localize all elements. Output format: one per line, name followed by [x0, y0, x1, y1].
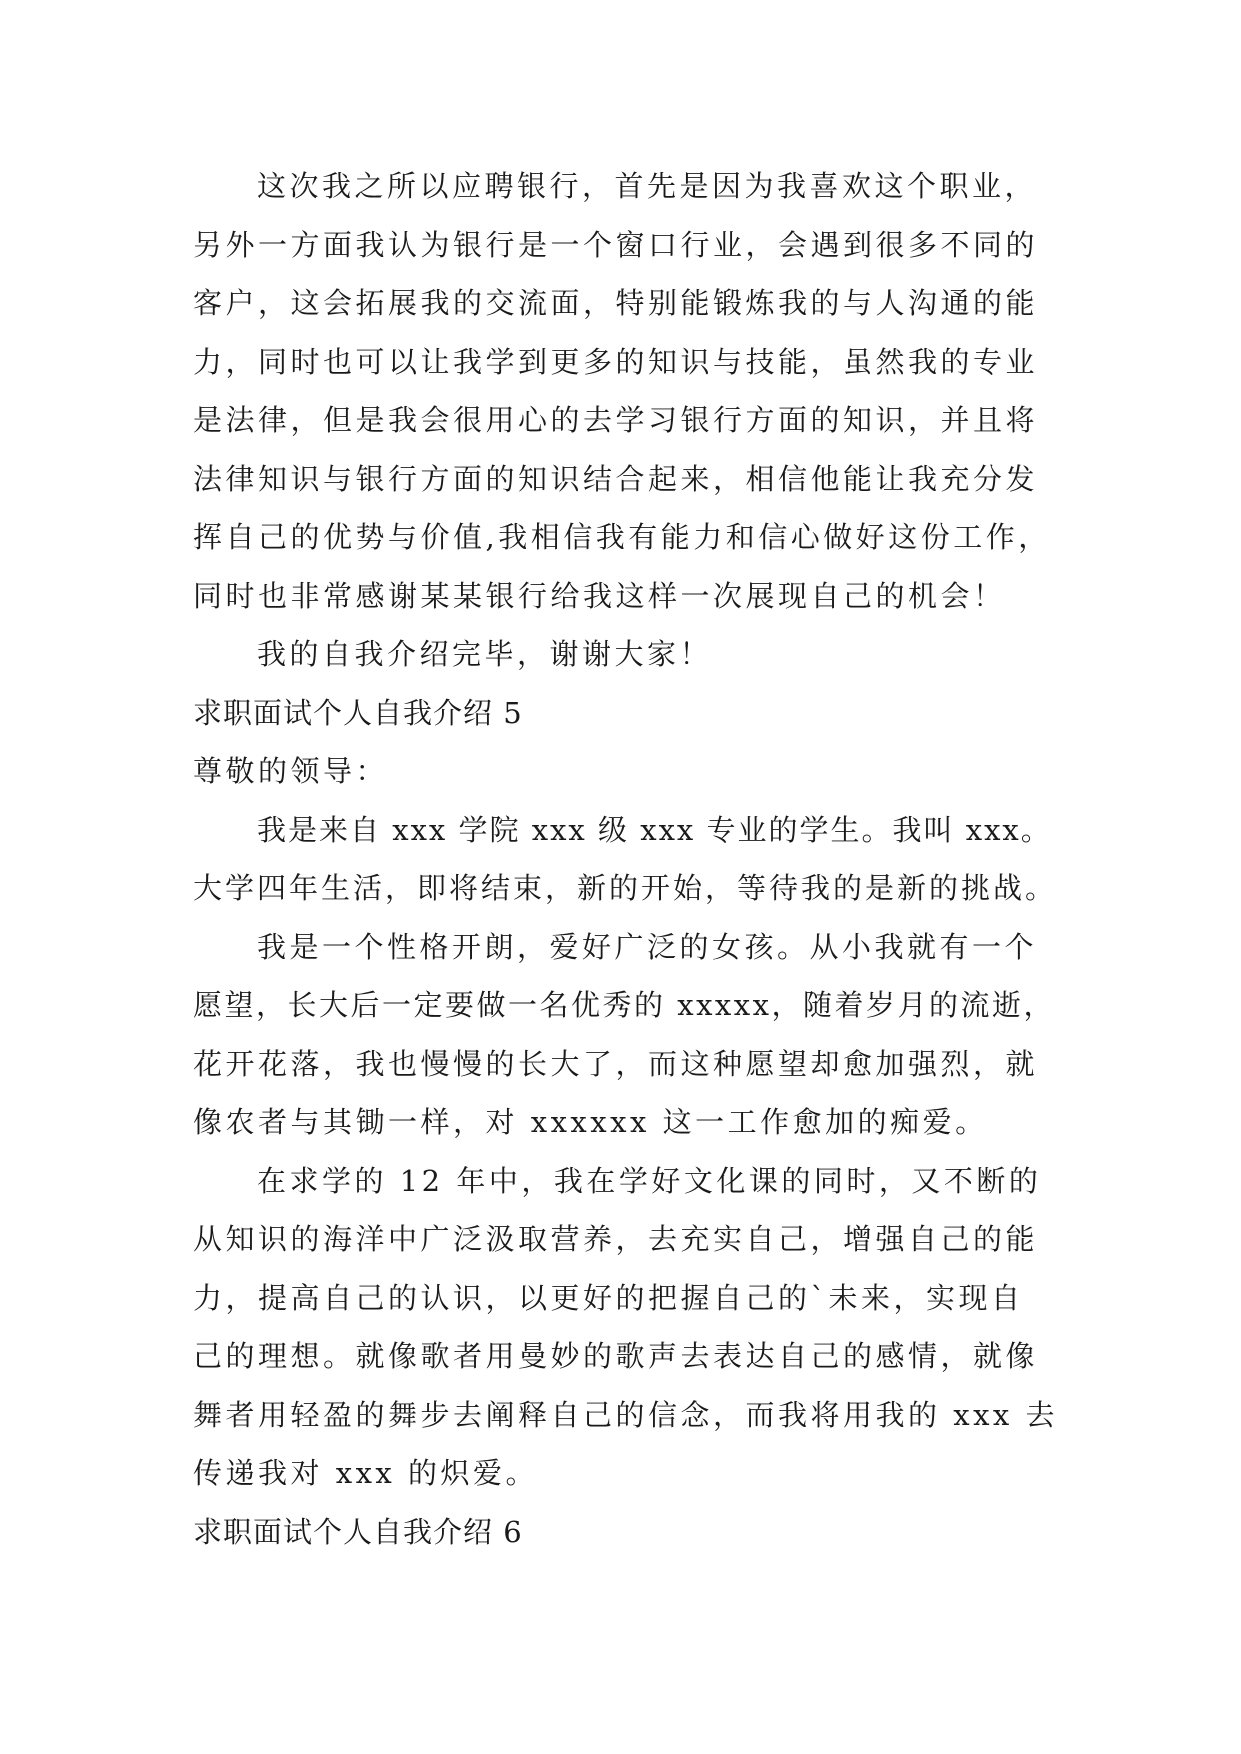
- paragraph-line: 愿望，长大后一定要做一名优秀的 xxxxx，随着岁月的流逝，: [193, 988, 1055, 1022]
- paragraph-line: 力，提高自己的认识，以更好的把握自己的`未来，实现自: [193, 1280, 1024, 1315]
- paragraph-line: 己的理想。就像歌者用曼妙的歌声去表达自己的感情，就像: [193, 1339, 1039, 1373]
- paragraph-line: 挥自己的优势与价值,我相信我有能力和信心做好这份工作，: [193, 520, 1051, 554]
- paragraph-line: 同时也非常感谢某某银行给我这样一次展现自己的机会！: [193, 578, 1006, 613]
- paragraph-line: 我是来自 xxx 学院 xxx 级 xxx 专业的学生。我叫 xxx。: [257, 812, 1052, 847]
- paragraph-line: 另外一方面我认为银行是一个窗口行业，会遇到很多不同的: [193, 227, 1039, 262]
- paragraph-line: 传递我对 xxx 的炽爱。: [193, 1456, 539, 1490]
- paragraph-line: 法律知识与银行方面的知识结合起来，相信他能让我充分发: [193, 461, 1039, 496]
- paragraph-line: 力，同时也可以让我学到更多的知识与技能，虽然我的专业: [193, 344, 1039, 379]
- paragraph-line: 客户，这会拓展我的交流面，特别能锻炼我的与人沟通的能: [193, 286, 1039, 320]
- paragraph-line: 舞者用轻盈的舞步去阐释自己的信念，而我将用我的 xxx 去: [193, 1397, 1059, 1432]
- section-heading: 求职面试个人自我介绍 5: [193, 695, 523, 730]
- paragraph-line: 我是一个性格开朗，爱好广泛的女孩。从小我就有一个: [257, 929, 1038, 964]
- paragraph-line: 这次我之所以应聘银行，首先是因为我喜欢这个职业，: [257, 169, 1038, 203]
- paragraph-line: 大学四年生活，即将结束，新的开始，等待我的是新的挑战。: [193, 871, 1058, 905]
- paragraph-line: 是法律，但是我会很用心的去学习银行方面的知识，并且将: [193, 403, 1039, 437]
- paragraph-line: 在求学的 12 年中，我在学好文化课的同时，又不断的: [257, 1163, 1042, 1198]
- paragraph-line: 花开花落，我也慢慢的长大了，而这种愿望却愈加强烈，就: [193, 1046, 1039, 1081]
- paragraph-line: 从知识的海洋中广泛汲取营养，去充实自己，增强自己的能: [193, 1222, 1039, 1256]
- closing-line: 我的自我介绍完毕，谢谢大家！: [257, 637, 713, 671]
- paragraph-line: 像农者与其锄一样，对 xxxxxx 这一工作愈加的痴爱。: [193, 1105, 988, 1139]
- section-heading: 求职面试个人自我介绍 6: [193, 1514, 523, 1549]
- salutation: 尊敬的领导：: [193, 754, 389, 788]
- document-body: [193, 157, 1063, 1561]
